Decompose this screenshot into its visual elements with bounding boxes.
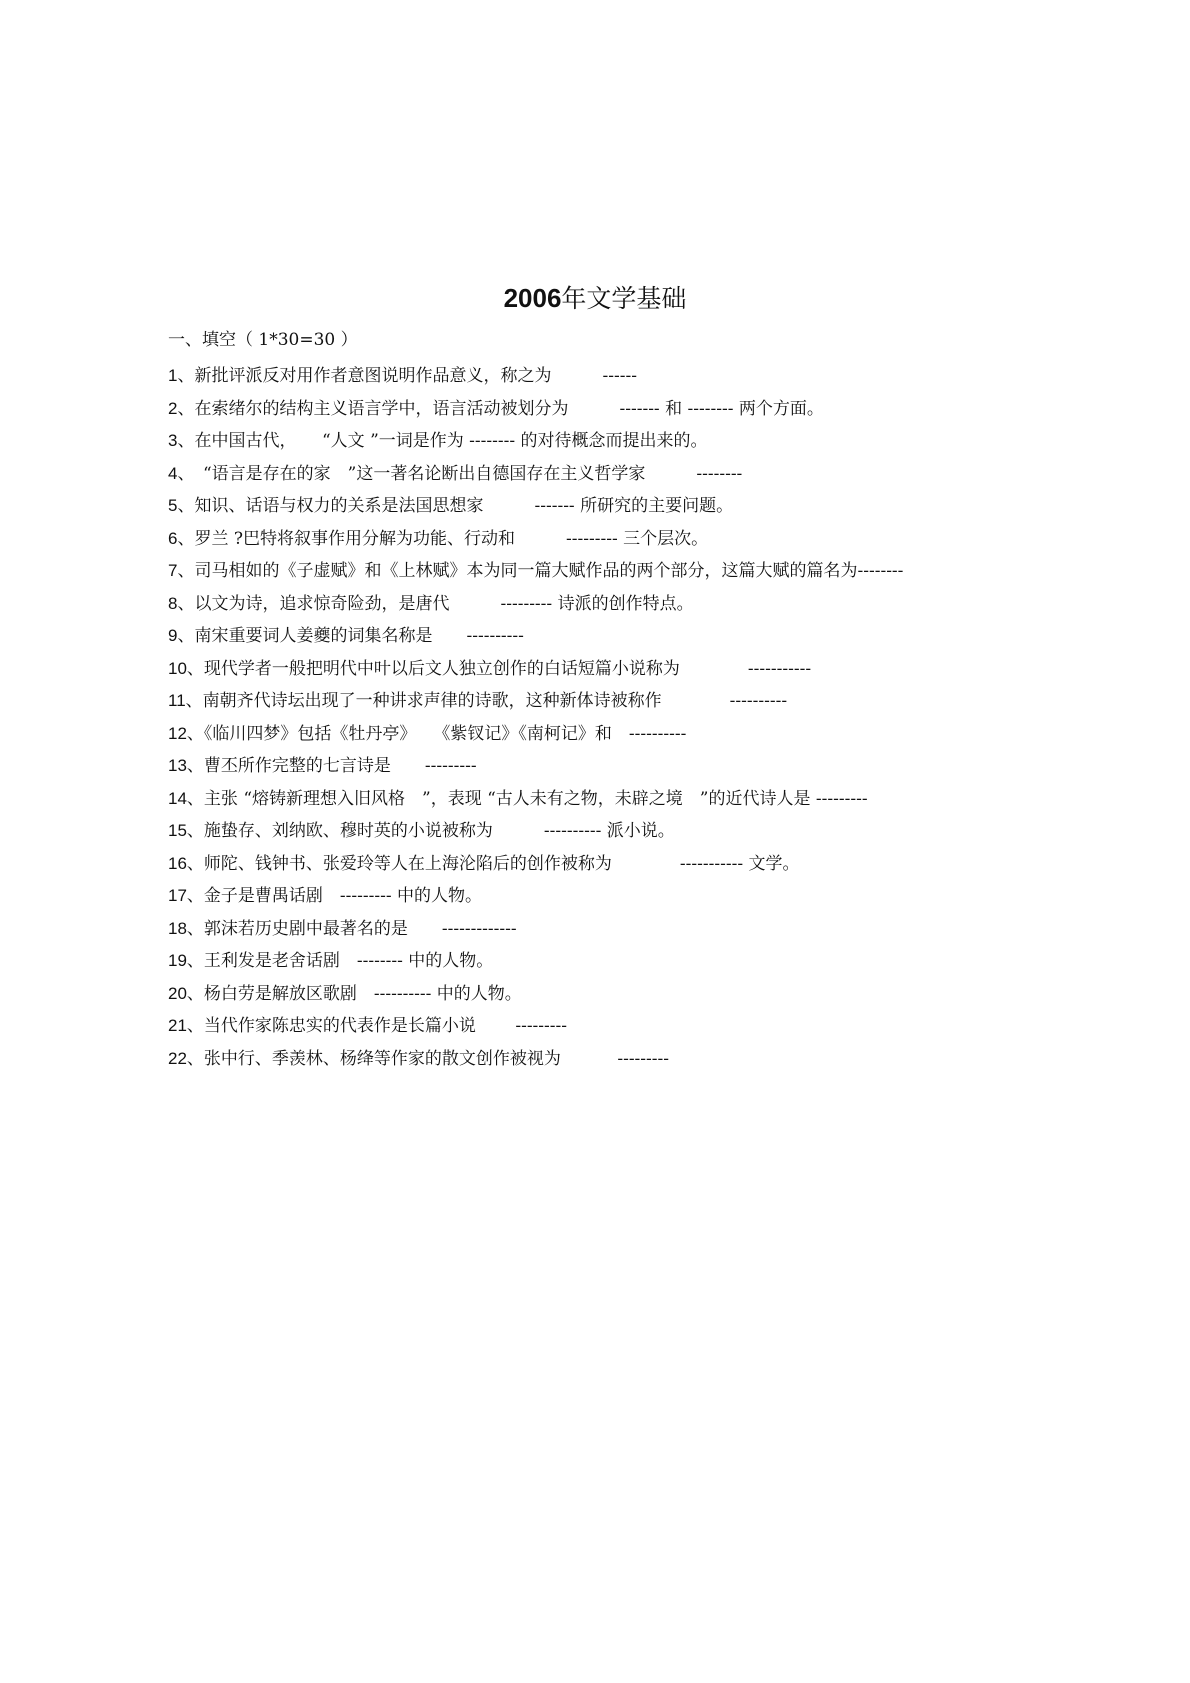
question-number: 14、	[168, 788, 204, 808]
question-text: 现代学者一般把明代中叶以后文人独立创作的白话短篇小说称为 -----------	[203, 658, 812, 679]
question-number: 2、	[168, 398, 195, 418]
question-item	[168, 490, 998, 523]
question-text: 在中国古代， “人文 ”一词是作为 -------- 的对待概念而提出来的。	[194, 431, 708, 451]
question-item	[168, 848, 998, 881]
question-number: 7、	[168, 561, 195, 580]
question-number: 11、	[168, 691, 203, 710]
question-text: 在索绪尔的结构主义语言学中，语言活动被划分为 ------- 和 -------- 两个方面。	[194, 398, 824, 419]
question-text: 以文为诗，追求惊奇险劲，是唐代 --------- 诗派的创作特点。	[194, 593, 694, 614]
question-item	[168, 815, 998, 848]
question-number: 22、	[168, 1048, 204, 1068]
title-year: 2006	[503, 283, 562, 313]
question-number: 16、	[168, 853, 204, 873]
question-number: 20、	[168, 983, 204, 1003]
page-title	[0, 282, 1190, 315]
question-number: 13、	[168, 756, 204, 775]
question-item	[168, 653, 998, 686]
question-item	[168, 523, 998, 556]
question-text: 王利发是老舍话剧 -------- 中的人物。	[203, 951, 494, 971]
question-item	[168, 750, 998, 783]
question-text: 《临川四梦》包括《牡丹亭》 《紫钗记》《南柯记》和 ----------	[203, 723, 687, 744]
title-text: 年文学基础	[561, 284, 687, 313]
question-item	[168, 978, 998, 1011]
question-text: 施蛰存、刘纳欧、穆时英的小说被称为 ---------- 派小说。	[203, 821, 675, 841]
question-text: “语言是存在的家 ”这一著名论断出自德国存在主义哲学家 --------	[185, 463, 743, 484]
question-item	[168, 1043, 998, 1076]
question-number: 15、	[168, 821, 204, 840]
question-number: 12、	[168, 723, 204, 743]
question-text: 曹丕所作完整的七言诗是 ---------	[203, 756, 477, 776]
question-item	[168, 588, 998, 621]
question-item	[168, 1010, 998, 1043]
question-number: 17、	[168, 886, 204, 905]
question-text: 知识、话语与权力的关系是法国思想家 ------- 所研究的主要问题。	[194, 496, 734, 516]
question-item	[168, 425, 998, 458]
question-text: 杨白劳是解放区歌剧 ---------- 中的人物。	[203, 983, 522, 1004]
question-text: 南朝齐代诗坛出现了一种讲求声律的诗歌，这种新体诗被称作 ----------	[202, 691, 788, 711]
question-list	[168, 360, 998, 1075]
question-number: 4、	[168, 463, 186, 483]
question-number: 19、	[168, 951, 204, 970]
question-item	[168, 620, 998, 653]
question-item	[168, 360, 998, 393]
question-item	[168, 685, 998, 718]
question-text: 张中行、季羡林、杨绛等作家的散文创作被视为 ---------	[203, 1048, 670, 1069]
question-number: 18、	[168, 918, 204, 938]
question-number: 9、	[168, 626, 195, 645]
question-item	[168, 880, 998, 913]
question-text: 主张 “熔铸新理想入旧风格 ”，表现 “古人未有之物，未辟之境 ”的近代诗人是 ---------	[203, 788, 868, 809]
question-item	[168, 718, 998, 751]
question-item	[168, 783, 998, 816]
question-number: 1、	[168, 366, 195, 385]
question-item	[168, 458, 998, 491]
question-number: 3、	[168, 431, 195, 450]
question-item	[168, 393, 998, 426]
question-text: 郭沫若历史剧中最著名的是 -------------	[203, 918, 517, 939]
question-item	[168, 913, 998, 946]
question-item	[168, 945, 998, 978]
question-text: 新批评派反对用作者意图说明作品意义，称之为 ------	[194, 366, 637, 386]
question-item	[168, 555, 998, 588]
question-text: 当代作家陈忠实的代表作是长篇小说 ---------	[203, 1016, 568, 1036]
question-text: 司马相如的《子虚赋》和《上林赋》本为同一篇大赋作品的两个部分，这篇大赋的篇名为--------	[194, 561, 904, 581]
question-number: 6、	[168, 528, 195, 548]
question-number: 8、	[168, 593, 195, 613]
question-text: 南宋重要词人姜夔的词集名称是 ----------	[194, 626, 524, 646]
question-text: 金子是曹禺话剧 --------- 中的人物。	[203, 886, 483, 906]
question-number: 21、	[168, 1016, 204, 1035]
question-text: 罗兰 ?巴特将叙事作用分解为功能、行动和 --------- 三个层次。	[194, 528, 709, 549]
question-text: 师陀、钱钟书、张爱玲等人在上海沦陷后的创作被称为 ----------- 文学。	[203, 853, 800, 874]
question-number: 5、	[168, 496, 195, 515]
question-number: 10、	[168, 658, 204, 678]
section-heading: 一、填空（ 1*30=30 ）	[168, 330, 358, 350]
